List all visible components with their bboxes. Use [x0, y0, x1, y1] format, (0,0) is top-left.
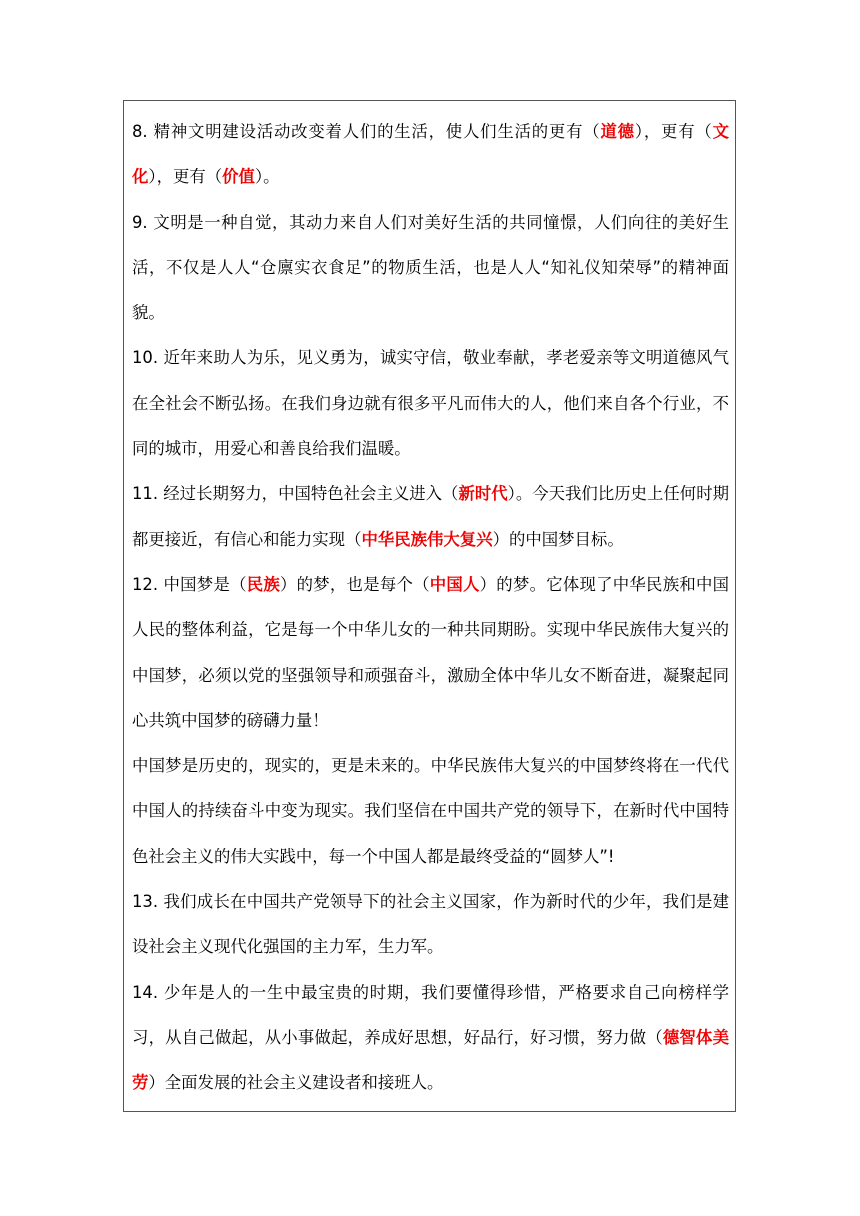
paragraph-text: ），更有（: [148, 167, 223, 187]
paragraph-text: ），更有（: [634, 122, 713, 141]
highlighted-answer: 中华民族伟大复兴: [361, 529, 493, 549]
paragraph-text: ）全面发展的社会主义建设者和接班人。: [148, 1073, 444, 1093]
paragraph-item-9: [132, 200, 729, 336]
highlighted-answer: 中国人: [429, 574, 480, 594]
paragraph-text: 10. 近年来助人为乐，见义勇为，诚实守信，敬业奉献，孝老爱亲等文明道德风气在全社会不断弘扬。在我们身边就有很多平凡而伟大的人，他们来自各个行业，不同的城市，用爱心和善良给我们温暖。: [132, 348, 729, 459]
paragraph-text: 8. 精神文明建设活动改变着人们的生活，使人们生活的更有（: [132, 122, 601, 141]
content-box: [123, 100, 736, 1112]
paragraph-text: ）。: [254, 167, 280, 187]
highlighted-answer: 价值: [222, 167, 255, 187]
highlighted-answer: 德智体美劳: [132, 1027, 730, 1093]
highlighted-answer: 文化: [132, 122, 729, 187]
paragraph-text: ）的梦，也是每个（: [280, 574, 430, 594]
paragraph-text: 13. 我们成长在中国共产党领导下的社会主义国家，作为新时代的少年，我们是建设社会主义现代化强国的主力军，生力军。: [132, 892, 729, 957]
paragraph-text: 9. 文明是一种自觉，其动力来自人们对美好生活的共同憧憬，人们向往的美好生活，不仅是人人“仓廪实衣食足”的物质生活，也是人人“知礼仪知荣辱”的精神面貌。: [132, 212, 729, 323]
paragraph-item-12-cont: [132, 743, 729, 879]
paragraph-text: 14. 少年是人的一生中最宝贵的时期，我们要懂得珍惜，严格要求自己向榜样学习，从自己做起，从小事做起，养成好思想，好品行，好习惯，努力做（: [132, 982, 729, 1047]
paragraph-item-8: [132, 109, 729, 200]
paragraph-item-11: [132, 471, 729, 562]
paragraph-item-10: [132, 335, 729, 471]
highlighted-answer: 新时代: [458, 484, 508, 504]
paragraph-text: 中国梦是历史的，现实的，更是未来的。中华民族伟大复兴的中国梦终将在一代代中国人的持续奋斗中变为现实。我们坚信在中国共产党的领导下，在新时代中国特色社会主义的伟大实践中，每一个中国人都是最终受益的“圆梦人”!: [132, 756, 729, 866]
paragraph-text: ）的中国梦目标。: [492, 529, 624, 549]
paragraph-item-14: [132, 970, 729, 1106]
paragraph-item-12: [132, 562, 729, 743]
paragraph-text: 12. 中国梦是（: [132, 574, 247, 594]
paragraph-text: 11. 经过长期努力，中国特色社会主义进入（: [132, 484, 459, 504]
highlighted-answer: 民族: [246, 574, 280, 594]
paragraph-text: ）的梦。它体现了中华民族和中国人民的整体利益，它是每一个中华儿女的一种共同期盼。实现中华民族伟大复兴的中国梦，必须以党的坚强领导和顽强奋斗，激励全体中华儿女不断奋进，凝聚起同心共筑中国梦的磅礴力量！: [132, 574, 730, 730]
highlighted-answer: 道德: [600, 122, 635, 141]
paragraph-text: ）。今天我们比历史上任何时期都更接近，有信心和能力实现（: [132, 484, 729, 549]
paragraph-item-13: [132, 879, 729, 970]
